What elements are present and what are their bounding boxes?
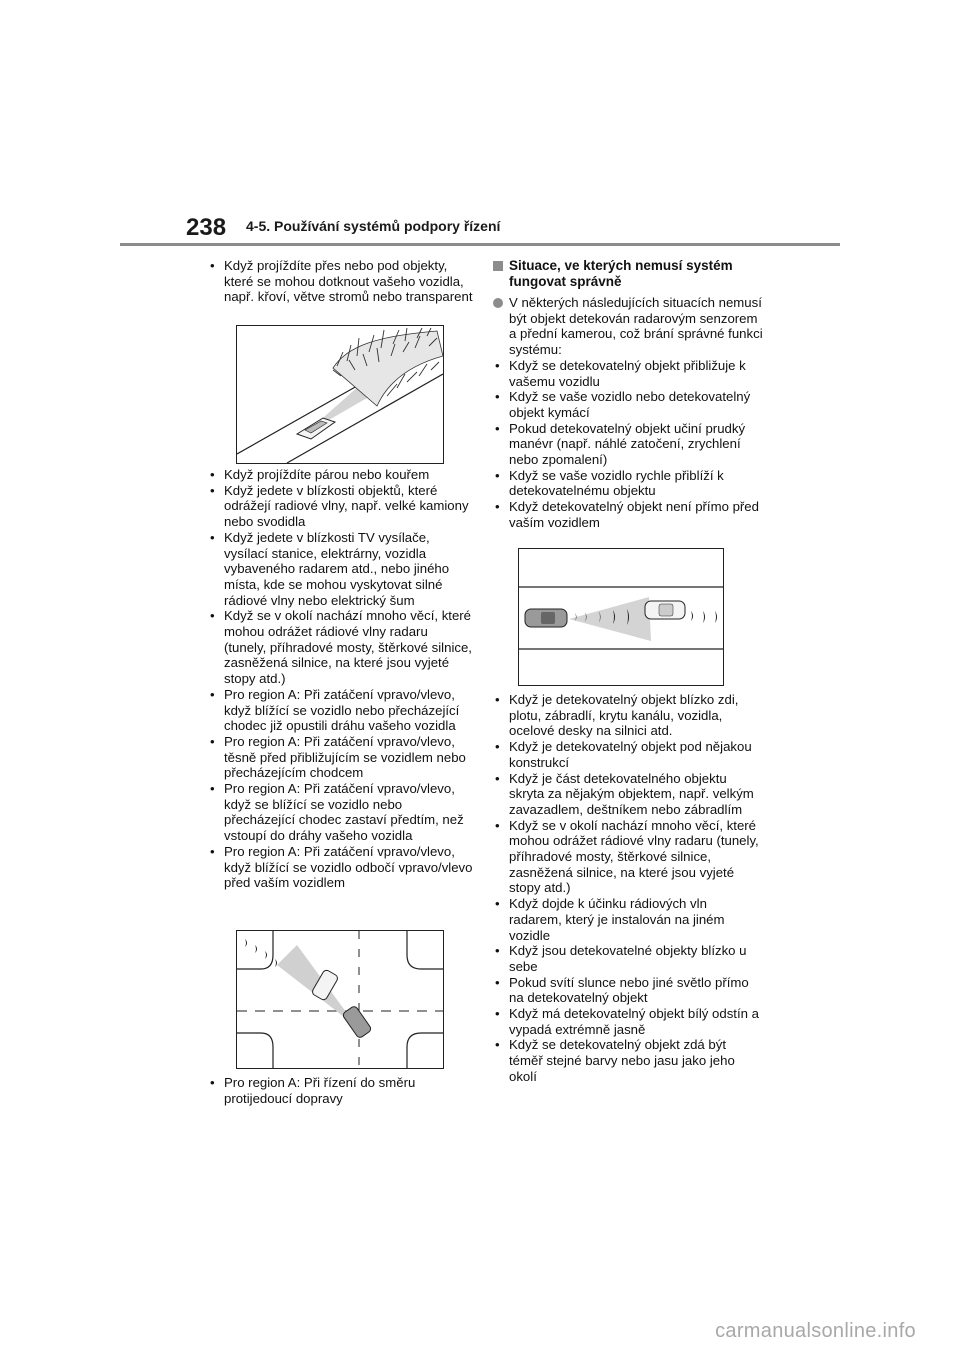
- bullet-item: [493, 818, 763, 897]
- bullet-text: Když se detekovatelný objekt přibližuje k vašemu vozidlu: [509, 357, 746, 389]
- intro-paragraph: [493, 295, 763, 358]
- watermark: carmanualsonline.info: [715, 1320, 916, 1342]
- bullet-list: [493, 358, 763, 531]
- left-bullets-3: [208, 1075, 473, 1106]
- bullet-item: [208, 734, 473, 781]
- bullet-icon: •: [210, 733, 215, 749]
- bullet-item: [208, 1075, 473, 1106]
- bullet-text: Pro region A: Při zatáčení vpravo/vlevo, když blížící se vozidlo odbočí vpravo/vlevo před vaším vozidlem: [224, 843, 473, 891]
- bullet-icon: •: [495, 467, 500, 483]
- bullet-icon: •: [210, 686, 215, 702]
- bullet-text: Pokud detekovatelný objekt učiní prudký manévr (např. náhlé zatočení, zrychlení nebo zpomalení): [509, 420, 746, 468]
- bullet-text: Pro region A: Při zatáčení vpravo/vlevo, když blížící se vozidlo nebo přecházející chodec již opustili dráhu vašeho vozidla: [224, 686, 460, 734]
- bullet-icon: •: [210, 529, 215, 545]
- bullet-icon: •: [495, 420, 500, 436]
- bullet-item: [208, 781, 473, 844]
- bullet-icon: •: [210, 608, 215, 624]
- circle-marker-icon: [493, 298, 503, 308]
- right-bullets-2: [493, 692, 763, 1085]
- bullet-icon: •: [495, 896, 500, 912]
- bullet-text: Pro region A: Při řízení do směru protijedoucí dopravy: [224, 1075, 416, 1106]
- bullet-item: [208, 844, 473, 891]
- subsection-heading: [493, 258, 763, 290]
- left-bullets-2: [208, 467, 473, 891]
- bullet-icon: •: [495, 389, 500, 405]
- bullet-item: [493, 421, 763, 468]
- bullet-list: [208, 258, 473, 305]
- own-car-icon: [342, 1005, 372, 1039]
- bullet-icon: •: [495, 692, 500, 707]
- bullet-text: Když jedete v blízkosti objektů, které odrážejí radiové vlny, např. velké kamiony nebo svodidla: [224, 482, 469, 530]
- bullet-item: [208, 467, 473, 483]
- bullet-list: [208, 467, 473, 891]
- subsection-heading-text: Situace, ve kterých nemusí systém fungovat správně: [509, 258, 733, 289]
- detected-car-icon: [645, 601, 685, 619]
- bullet-text: Když se detekovatelný objekt zdá být téměř stejné barvy nebo jasu jako jeho okolí: [509, 1037, 735, 1084]
- bullet-text: Když projíždíte párou nebo kouřem: [224, 467, 430, 482]
- figure-intersection-turn: [236, 930, 444, 1069]
- section-title: 4-5. Používání systémů podpory řízení: [246, 218, 501, 234]
- bullet-item: [208, 530, 473, 609]
- bullet-text: Pro region A: Při zatáčení vpravo/vlevo, když se blížící se vozidlo nebo přecházející chodec zastaví předtím, než vstoupí do dráhy vašeho vozidla: [224, 781, 464, 844]
- bullet-text: Když má detekovatelný objekt bílý odstín a vypadá extrémně jasně: [509, 1006, 759, 1037]
- bullet-text: Když jsou detekovatelné objekty blízko u sebe: [509, 943, 747, 974]
- bullet-item: [493, 389, 763, 420]
- bullet-icon: •: [210, 843, 215, 859]
- own-car-icon: [525, 609, 567, 627]
- bullet-text: Když detekovatelný objekt není přímo před vaším vozidlem: [509, 499, 759, 530]
- bullet-icon: •: [495, 357, 500, 373]
- bullet-item: [208, 258, 473, 305]
- bullet-icon: •: [210, 482, 215, 498]
- bullet-icon: •: [495, 1006, 500, 1022]
- bullet-text: Když se vaše vozidlo rychle přiblíží k detekovatelnému objektu: [509, 467, 724, 499]
- bullet-item: [493, 943, 763, 974]
- bullet-text: Když projíždíte přes nebo pod objekty, které se mohou dotknout vašeho vozidla, např. křoví, větve stromů nebo transparent: [224, 258, 473, 305]
- bullet-item: [493, 896, 763, 943]
- bullet-icon: •: [495, 499, 500, 515]
- bullet-item: [493, 739, 763, 770]
- square-marker-icon: [493, 261, 503, 271]
- left-bullets-1: [208, 258, 473, 305]
- bullet-item: [493, 1006, 763, 1037]
- figure-overhead-branches: [236, 325, 444, 464]
- bullet-text: Když jedete v blízkosti TV vysílače, vysílací stanice, elektrárny, vozidla vybaveného radarem atd., nebo jiného místa, kde se mohou vyskytovat silné rádiové vlny nebo elektrický šum: [224, 529, 450, 608]
- bullet-list: [208, 1075, 473, 1106]
- header-divider: [120, 243, 840, 246]
- figure-detection-offset: [518, 548, 724, 686]
- page-number: 238: [186, 214, 227, 241]
- bullet-item: [493, 499, 763, 530]
- bullet-icon: •: [495, 817, 500, 833]
- bullet-text: Když dojde k účinku rádiových vln radarem, který je instalován na jiném vozidle: [509, 896, 725, 943]
- bullet-item: [493, 692, 763, 739]
- bullet-icon: •: [210, 258, 215, 273]
- bullet-text: Když se v okolí nachází mnoho věcí, které mohou odrážet rádiové vlny radaru (tunely, příhradové mosty, štěrkové silnice, zasněžená silnice, na které jsou vyjeté stopy atd.): [509, 817, 759, 896]
- car-icon: [297, 418, 335, 439]
- bullet-text: Když je detekovatelný objekt blízko zdi, plotu, zábradlí, krytu kanálu, vozidla, ocelové desky na silnici atd.: [509, 692, 739, 739]
- intro-text: V některých následujících situacích nemusí být objekt detekován radarovým senzorem a přední kamerou, což brání správné funkci systému:: [509, 295, 763, 358]
- bullet-item: [208, 687, 473, 734]
- bullet-item: [493, 975, 763, 1006]
- bullet-list: [493, 692, 763, 1085]
- bullet-icon: •: [495, 943, 500, 959]
- illustration-radar-detection: [519, 549, 723, 685]
- bullet-item: [493, 358, 763, 389]
- bullet-icon: •: [495, 974, 500, 990]
- bullet-item: [208, 483, 473, 530]
- bullet-text: Když je detekovatelný objekt pod nějakou konstrukcí: [509, 739, 752, 770]
- illustration-intersection: [237, 931, 443, 1068]
- bullet-icon: •: [210, 1075, 215, 1090]
- bullet-text: Když se vaše vozidlo nebo detekovatelný objekt kymácí: [509, 389, 751, 420]
- bullet-item: [493, 468, 763, 499]
- illustration-car-under-branches: [237, 326, 443, 463]
- bullet-text: Když se v okolí nachází mnoho věcí, které mohou odrážet rádiové vlny radaru (tunely, příhradové mosty, štěrkové silnice, zasněžená silnice, na které jsou vyjeté stopy atd.): [224, 608, 472, 687]
- right-column-top: [493, 258, 763, 531]
- bullet-icon: •: [210, 781, 215, 797]
- bullet-icon: •: [495, 770, 500, 786]
- bullet-item: [493, 1037, 763, 1084]
- bullet-text: Když je část detekovatelného objektu skryta za nějakým objektem, např. velkým zavazadlem, deštníkem nebo zábradlím: [509, 770, 754, 817]
- bullet-item: [493, 771, 763, 818]
- bullet-item: [208, 608, 473, 687]
- bullet-icon: •: [495, 739, 500, 755]
- bullet-text: Pokud svítí slunce nebo jiné světlo přímo na detekovatelný objekt: [509, 974, 749, 1006]
- bullet-icon: •: [210, 467, 215, 482]
- bullet-icon: •: [495, 1037, 500, 1053]
- bullet-text: Pro region A: Při zatáčení vpravo/vlevo, těsně před přibližujícím se vozidlem nebo přecházejícím chodcem: [224, 733, 466, 781]
